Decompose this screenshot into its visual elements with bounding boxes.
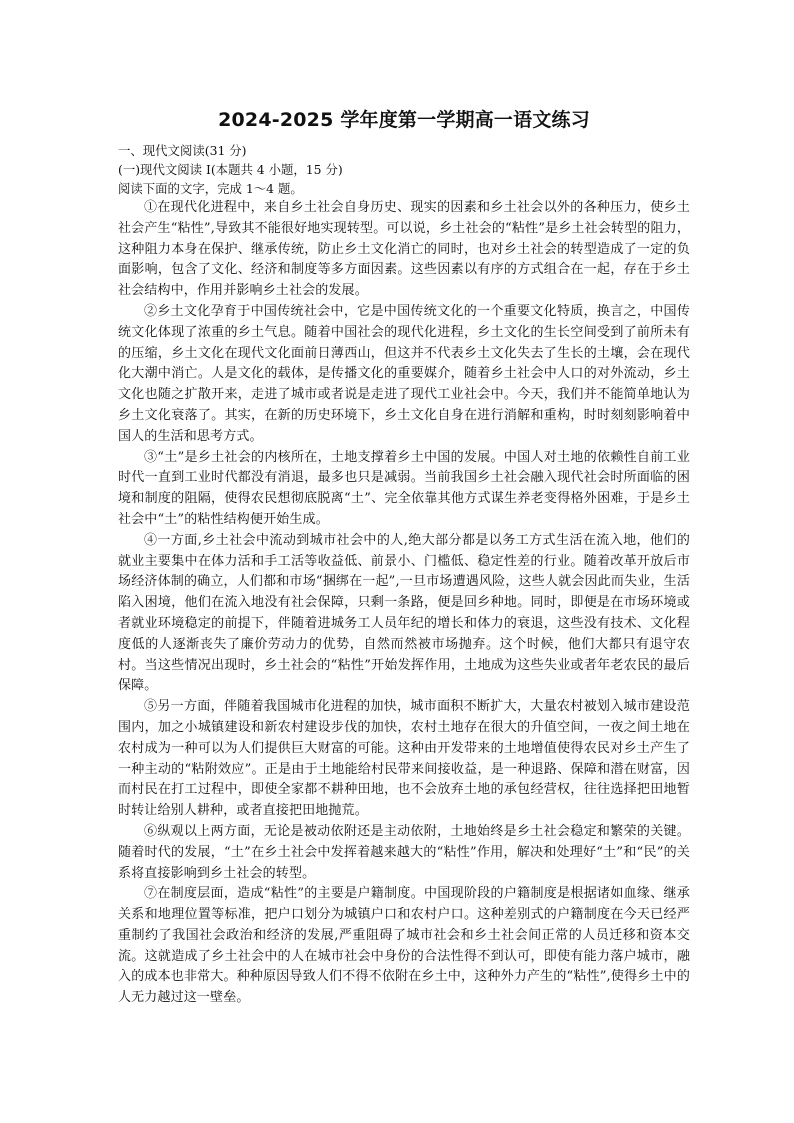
- page-title: 2024-2025 学年度第一学期高一语文练习: [218, 109, 590, 131]
- paragraph-4: ④一方面,乡土社会中流动到城市社会中的人,绝大部分都是以务工方式生活在流入地，他们的就业主要集中在体力活和手工活等收益低、前景小、门槛低、稳定性差的行业。随着改革开放后市场经济体制的确立，人们都和市场“捆绑在一起”,一旦市场遭遇风险，这些人就会因此而失业，生活陷入困境，他们在流入地没有社会保障，只剩一条路，便是回乡种地。同时，即便是在市场环境或者就业环境稳定的前提下，伴随着进城务工人员年纪的增长和体力的衰退，这些没有技术、文化程度低的人逐渐丧失了廉价劳动力的优势，自然而然被市场抛弃。这个时候，他们大都只有退守农村。当这些情况出现时，乡土社会的“粘性”开始发挥作用，土地成为这些失业或者年老农民的最后保障。: [118, 532, 690, 694]
- instruction-text: 阅读下面的文字，完成 1～4 题。: [118, 181, 303, 196]
- paragraph-2: ②乡土文化孕育于中国传统社会中，它是中国传统文化的一个重要文化特质，换言之，中国传统文化体现了浓重的乡土气息。随着中国社会的现代化进程，乡土文化的生长空间受到了前所未有的压缩，乡土文化在现代文化面前日薄西山，但这并不代表乡土文化失去了生长的土壤，会在现代化大潮中消亡。人是文化的载体，是传播文化的重要媒介，随着乡土社会中人口的对外流动，乡土文化也随之扩散开来，走进了城市或者说是走进了现代工业社会中。今天，我们并不能简单地认为乡土文化衰落了。其实，在新的历史环境下，乡土文化自身在进行消解和重构，时时刻刻影响着中国人的生活和思考方式。: [118, 303, 690, 444]
- paragraph-6: ⑥纵观以上两方面，无论是被动依附还是主动依附，土地始终是乡土社会稳定和繁荣的关键。随着时代的发展，“土”在乡土社会中发挥着越来越大的“粘性”作用，解决和处理好“土”和“民”的关系将直接影响到乡土社会的转型。: [118, 823, 690, 881]
- paragraph-3: ③“土”是乡土社会的内核所在，土地支撑着乡土中国的发展。中国人对土地的依赖性自前工业时代一直到工业时代都没有消退，最多也只是减弱。当前我国乡土社会融入现代社会时所面临的困境和制度的阻隔，使得农民想彻底脱离“土”、完全依靠其他方式谋生养老变得格外困难，于是乡土社会中“土”的粘性结构便开始生成。: [118, 449, 690, 527]
- paragraph-7: ⑦在制度层面，造成“粘性”的主要是户籍制度。中国现阶段的户籍制度是根据诸如血缘、继承关系和地理位置等标准，把户口划分为城镇户口和农村户口。这种差别式的户籍制度在今天已经严重制约了我国社会政治和经济的发展,严重阻碍了城市社会和乡土社会间正常的人员迁移和资本交流。这就造成了乡土社会中的人在城市社会中身份的合法性得不到认可，即使有能力落户城市，融入的成本也非常大。种种原因导致人们不得不依附在乡土中，这种外力产生的“粘性”,使得乡土中的人无力越过这一壁垒。: [118, 886, 690, 1006]
- section-heading: 一、现代文阅读(31 分): [118, 143, 247, 158]
- exam-page: [118, 108, 690, 1009]
- paragraph-1: ①在现代化进程中，来自乡土社会自身历史、现实的因素和乡土社会以外的各种压力，使乡土社会产生“粘性”,导致其不能很好地实现转型。可以说，乡土社会的“粘性”是乡土社会转型的阻力，这种阻力本身在保护、继承传统，防止乡土文化消亡的同时，也对乡土社会的转型造成了一定的负面影响，包含了文化、经济和制度等多方面因素。这些因素以有序的方式组合在一起，存在于乡土社会结构中，作用并影响乡土社会的发展。: [118, 200, 690, 299]
- subsection-heading: (一)现代文阅读 I(本题共 4 小题，15 分): [118, 162, 343, 177]
- paragraph-5: ⑤另一方面，伴随着我国城市化进程的加快，城市面积不断扩大，大量农村被划入城市建设范围内，加之小城镇建设和新农村建设步伐的加快，农村土地存在很大的升值空间，一夜之间土地在农村成为一种可以为人们提供巨大财富的可能。这种由开发带来的土地增值使得农民对乡土产生了一种主动的“粘附效应”。正是由于土地能给村民带来间接收益，是一种退路、保障和潜在财富，因而村民在打工过程中，即使全家都不耕种田地，也不会放弃土地的承包经营权，往往选择把田地暂时转让给别人耕种，或者直接把田地抛荒。: [118, 699, 690, 819]
